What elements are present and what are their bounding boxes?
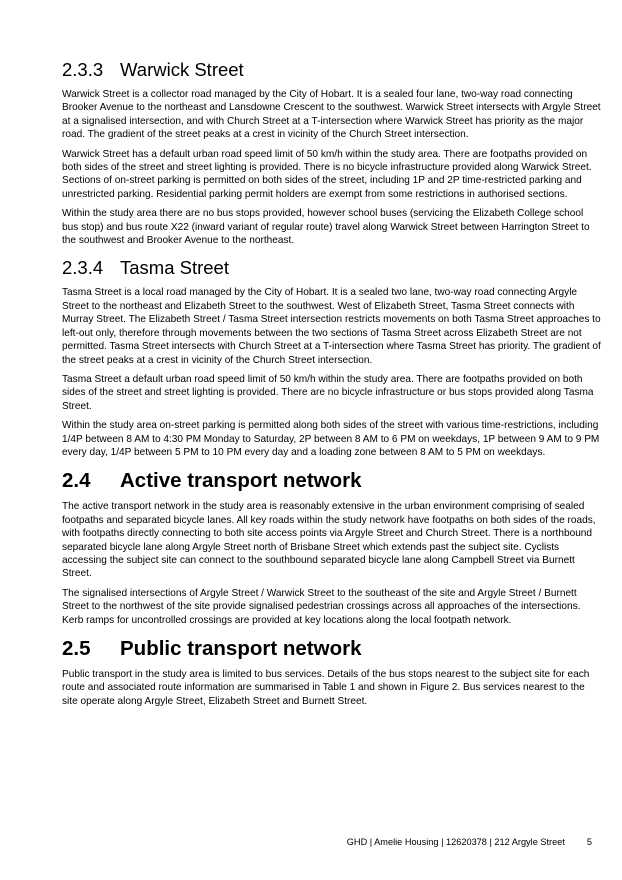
- section-title: Active transport network: [120, 469, 362, 493]
- paragraph: Within the study area on-street parking is permitted along both sides of the street with various time-restrictions, including 1/4P between 8 AM to 4:30 PM Monday to Saturday, 2P between 8 AM to 6 PM on weekdays, 1P between 9 AM to 9 PM every day, 1/4P between 5 PM to 10 PM every day and a loading zone between 8 AM to 5 PM on weekdays.: [62, 420, 600, 458]
- section-number: 2.5: [62, 637, 91, 660]
- page-content: [62, 58, 602, 717]
- paragraph: Tasma Street is a local road managed by the City of Hobart. It is a sealed two lane, two-way road connecting Argyle Street to the northeast and Elizabeth Street to the southwest. West of Elizabeth Street, Tasma Street connects with Murray Street. The Elizabeth Street / Tasma Street intersection restricts movements on both Tasma Street approaches to left-out only, therefore through movements between the two sections of Tasma Street across Elizabeth Street are not permitted. Tasma Street intersects with Church Street at a T-intersection where Tasma Street has priority. The gradient of the street peaks at a crest in vicinity of the Church Street intersection.: [62, 287, 601, 366]
- page-number: 5: [586, 837, 592, 847]
- section-heading: [62, 636, 602, 662]
- section-public-transport: [62, 636, 602, 708]
- footer-text: GHD | Amelie Housing | 12620378 | 212 Argyle Street: [346, 837, 565, 847]
- page-footer: [62, 836, 592, 848]
- paragraph: Warwick Street has a default urban road speed limit of 50 km/h within the study area. There are footpaths provided on both sides of the street and street lighting is provided. There is no bicycle infrastructure provided along Warwick Street. Sections of on-street parking is permitted on both sides of the street, including 1P and 2P time-restricted parking and unrestricted parking. Residential parking permit holders are exempt from some restrictions in authorised sections.: [62, 148, 592, 200]
- section-tasma-street: [62, 256, 602, 459]
- section-heading: [62, 256, 602, 280]
- paragraph: The signalised intersections of Argyle Street / Warwick Street to the southeast of the site and Argyle Street / Burnett Street to the northwest of the site provide signalised pedestrian crossings across all approaches of the intersections. Kerb ramps for uncontrolled crossings are provided at key locations along the local footpath network.: [62, 587, 581, 626]
- section-number: 2.3.3: [62, 59, 104, 80]
- section-title: Tasma Street: [120, 257, 229, 279]
- section-title: Public transport network: [120, 637, 362, 660]
- section-warwick-street: [62, 58, 602, 247]
- section-heading: [62, 468, 602, 494]
- section-active-transport: [62, 468, 602, 627]
- paragraph: Tasma Street a default urban road speed limit of 50 km/h within the study area. There are footpaths provided on both sides of the street and street lighting is provided. There are no bicycle infrastructure or bus stops provided along Tasma Street.: [62, 373, 594, 412]
- section-heading: [62, 58, 602, 82]
- paragraph: The active transport network in the study area is reasonably extensive in the urban environment comprising of sealed footpaths and separated bicycle lanes. All key roads within the study network have footpaths on both sides of the roads, with footpaths directly connecting to both site access points via Argyle Street and Church Street. There is a northbound separated bicycle lane along Argyle Street north of Brisbane Street which extends past the subject site. Cyclists accessing the subject site can connect to the southbound separated bicycle lane along Campbell Street via Burnett Street.: [62, 501, 596, 580]
- paragraph: Public transport in the study area is limited to bus services. Details of the bus stops nearest to the subject site for each route and associated route information are summarised in Table 1 and shown in Figure 2. Bus services nearest to the site operate along Argyle Street, Elizabeth Street and Burnett Street.: [62, 669, 590, 707]
- section-number: 2.3.4: [62, 257, 104, 279]
- section-number: 2.4: [62, 469, 91, 493]
- paragraph: Within the study area there are no bus stops provided, however school buses (servicing the Elizabeth College school bus stop) and bus route X22 (inward variant of regular route) travel along Warwick Street between Harrington Street to the southwest and Brooker Avenue to the northeast.: [62, 208, 590, 247]
- paragraph: Warwick Street is a collector road managed by the City of Hobart. It is a sealed four lane, two-way road connecting Brooker Avenue to the northeast and Lansdowne Crescent to the southwest. Warwick Street intersects with Argyle Street at a signalised intersection, and with Church Street at a T-intersection where Warwick Street has priority as the major road. The gradient of the street peaks at a crest in vicinity of the Church Street intersection.: [62, 89, 601, 141]
- section-title: Warwick Street: [120, 59, 244, 80]
